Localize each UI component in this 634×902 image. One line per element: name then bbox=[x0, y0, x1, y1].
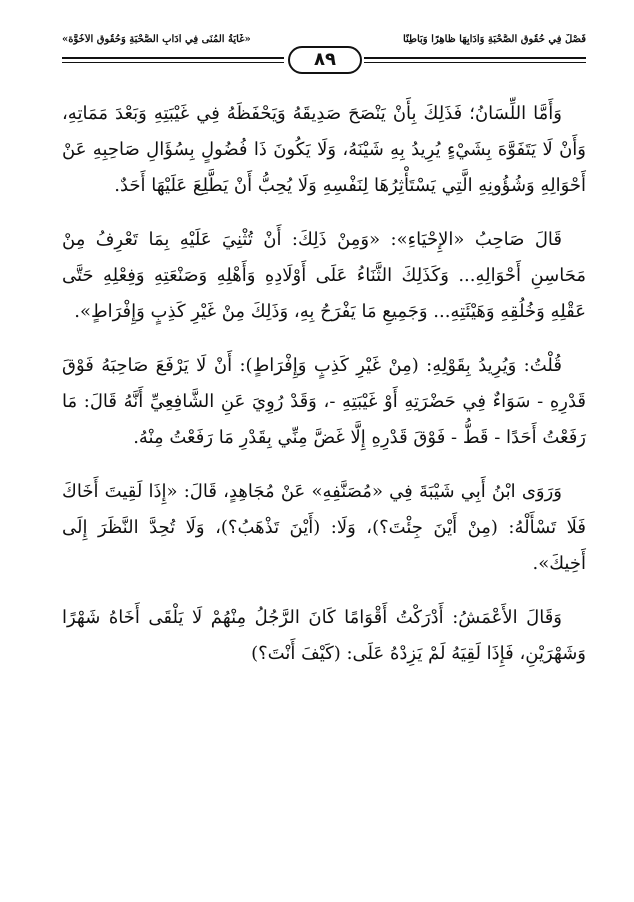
body-text bbox=[62, 96, 586, 672]
running-book-title: «غَايَةُ المُنَى فِي آدَابِ الصُّحْبَةِ وَحُقُوقِ الأُخُوَّة» bbox=[62, 34, 251, 45]
paragraph: وَقَالَ الأَعْمَشُ: أَدْرَكْتُ أَقْوَامًا كَانَ الرَّجُلُ مِنْهُمْ لَا يَلْقَى أَخَاهُ شَهْرًا وَشَهْرَيْنِ، فَإِذَا لَقِيَهُ لَمْ يَزِدْهُ عَلَى: (كَيْفَ أَنْتَ؟) bbox=[62, 607, 586, 664]
running-chapter-title: فَصْلٌ فِي حُقُوقِ الصُّحْبَةِ وَآدَابِهَا ظَاهِرًا وَبَاطِنًا bbox=[402, 34, 586, 45]
page-header bbox=[62, 26, 586, 76]
paragraph: قُلْتُ: وَيُرِيدُ بِقَوْلِهِ: (مِنْ غَيْرِ كَذِبٍ وَإِفْرَاطٍ): أَنْ لَا يَرْفَعَ صَاحِبَهُ فَوْقَ قَدْرِهِ - سَوَاءٌ فِي حَضْرَتِهِ أَوْ غَيْبَتِهِ -، وَقَدْ رُوِيَ عَنِ الشَّافِعِيِّ أَنَّهُ قَالَ: مَا رَفَعْتُ أَحَدًا - قَطُّ - فَوْقَ قَدْرِهِ إِلَّا غَضَّ مِنِّي بِقَدْرِ مَا رَفَعْتُ مِنْهُ. bbox=[62, 355, 586, 448]
paragraph: وَأَمَّا اللِّسَانُ؛ فَذَلِكَ بِأَنْ يَنْصَحَ صَدِيقَهُ وَيَحْفَظَهُ فِي غَيْبَتِهِ وَبَعْدَ مَمَاتِهِ، وَأَنْ لَا يَتَفَوَّهَ بِشَيْءٍ يُرِيدُ بِهِ شَيْنَهُ، وَلَا يَكُونَ ذَا فُضُولٍ بِسُؤَالِ صَاحِبِهِ عَنْ أَحْوَالِهِ وَشُؤُونِهِ الَّتِي يَسْتَأْثِرُهَا لِنَفْسِهِ وَلَا يُحِبُّ أَنْ يَطَّلِعَ عَلَيْهَا أَحَدٌ. bbox=[62, 103, 586, 196]
page-number: ٨٩ bbox=[288, 46, 362, 74]
paragraph: قَالَ صَاحِبُ «الإِحْيَاءِ»: «وَمِنْ ذَلِكَ: أَنْ تُثْنِيَ عَلَيْهِ بِمَا تَعْرِفُ مِنْ مَحَاسِنِ أَحْوَالِهِ... وَكَذَلِكَ الثَّنَاءُ عَلَى أَوْلَادِهِ وَأَهْلِهِ وَصَنْعَتِهِ وَفِعْلِهِ حَتَّى عَقْلِهِ وَخُلُقِهِ وَهَيْئَتِهِ... وَجَمِيعِ مَا يَفْرَحُ بِهِ، وَذَلِكَ مِنْ غَيْرِ كَذِبٍ وَإِفْرَاطٍ». bbox=[62, 229, 587, 322]
page-number-frame bbox=[284, 46, 364, 74]
paragraph: وَرَوَى ابْنُ أَبِي شَيْبَةَ فِي «مُصَنَّفِهِ» عَنْ مُجَاهِدٍ، قَالَ: «إِذَا لَقِيتَ أَخَاكَ فَلَا تَسْأَلْهُ: (مِنْ أَيْنَ جِئْتَ؟)، وَلَا: (أَيْنَ تَذْهَبُ؟)، وَلَا تُحِدَّ النَّظَرَ إِلَى أَخِيكَ». bbox=[62, 481, 586, 574]
